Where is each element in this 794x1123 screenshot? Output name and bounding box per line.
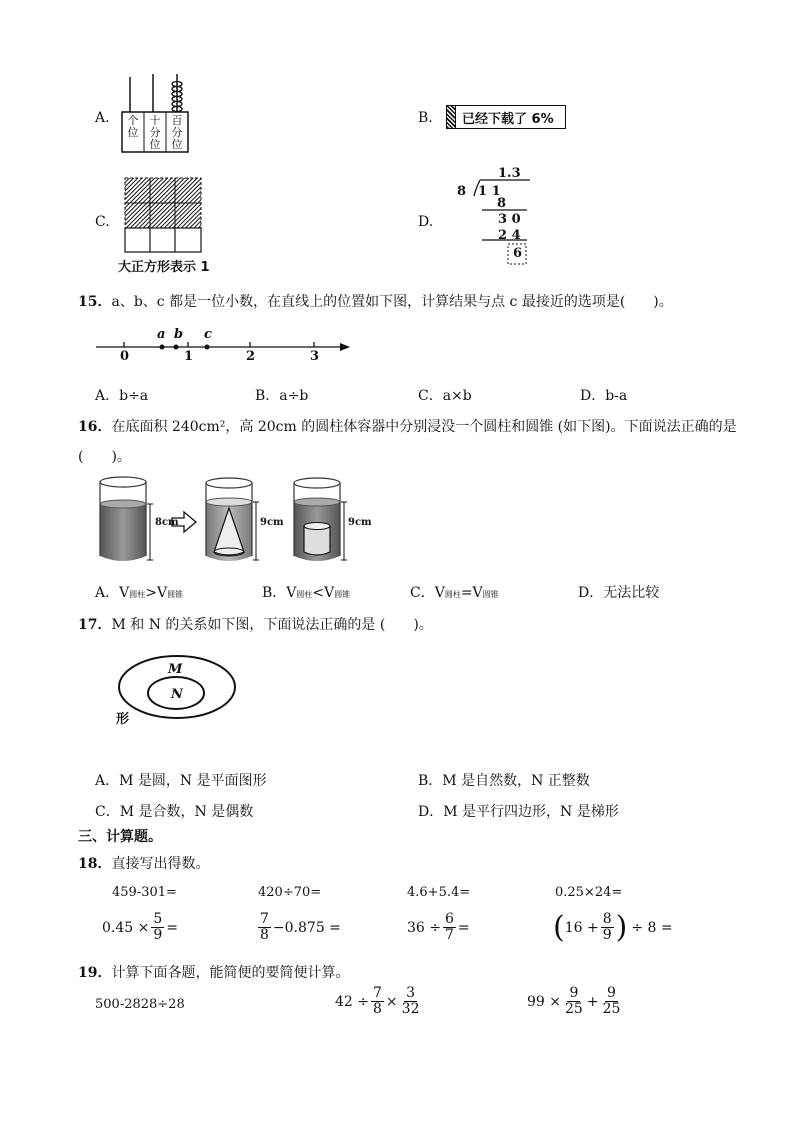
division-quotient: 1.3 — [498, 166, 521, 181]
q15-option-c[interactable]: C．a×b — [418, 388, 472, 404]
height-label-3: 9cm — [348, 517, 372, 528]
tick-label-0: 0 — [120, 349, 130, 364]
division-step2: 3 0 — [498, 212, 521, 227]
division-step1: 8 — [497, 196, 507, 211]
progress-text: 已经下载了 6% — [462, 111, 554, 127]
q19-text: 计算下面各题，能简便的要简便计算。 — [111, 965, 350, 981]
download-progress-box — [446, 105, 566, 129]
q16-number: 16． — [78, 419, 112, 435]
q16-option-c[interactable]: C．V圆柱=V圆锥 — [410, 585, 499, 601]
q15-number: 15． — [78, 294, 112, 310]
q16-option-b[interactable]: B．V圆柱<V圆锥 — [262, 585, 351, 601]
q14-option-d-label: D. — [418, 214, 434, 230]
q18-item-6: $\frac{7}{8}$ −0.875 = — [260, 911, 341, 943]
tick-label-1: 1 — [184, 349, 194, 364]
question-16 — [78, 416, 737, 436]
q18-item-5: 0.45 × $\frac{5}{9}$ = — [102, 911, 179, 943]
q15-option-d[interactable]: D．b-a — [580, 388, 628, 404]
q14-option-b-label: B. — [418, 110, 433, 126]
place-ones: 个位 — [127, 114, 139, 139]
q17-number: 17． — [78, 617, 112, 633]
place-tenths: 十分位 — [149, 114, 161, 151]
q18-item-3: 4.6+5.4= — [407, 885, 471, 900]
question-19 — [78, 962, 349, 982]
q17-option-c[interactable]: C．M 是合数，N 是偶数 — [95, 804, 254, 820]
q18-item-8: ( 16 + $\frac{8}{9}$ ) ÷ 8 = — [553, 909, 673, 945]
shaded-square-figure — [120, 174, 206, 254]
progress-fill — [447, 106, 456, 128]
q19-number: 19． — [78, 965, 112, 981]
containers-figure — [96, 474, 376, 568]
q18-item-1: 459-301= — [112, 885, 177, 900]
height-label-2: 9cm — [260, 517, 284, 528]
tick-label-3: 3 — [310, 349, 320, 364]
point-c-label: c — [204, 327, 212, 342]
q18-number: 18． — [78, 856, 112, 872]
point-b-label: b — [174, 327, 184, 342]
place-hundredths: 百分位 — [171, 114, 183, 151]
q16-text: 在底面积 240cm²，高 20cm 的圆柱体容器中分别浸没一个圆柱和圆锥 (如下图)。下面说法正确的是 — [111, 419, 737, 435]
q18-item-7: 36 ÷ $\frac{6}{7}$ = — [407, 911, 470, 943]
square-caption: 大正方形表示 1 — [118, 260, 210, 275]
point-a-label: a — [157, 327, 166, 342]
venn-inner-label: N — [171, 687, 183, 702]
q18-item-2: 420÷70= — [258, 885, 322, 900]
q18-text: 直接写出得数。 — [111, 856, 210, 872]
q15-text: a、b、c 都是一位小数，在直线上的位置如下图，计算结果与点 c 最接近的选项是( )。 — [111, 294, 673, 310]
division-remainder: 6 — [513, 246, 523, 261]
division-divisor: 8 — [457, 184, 467, 199]
q16-option-a[interactable]: A．V圆柱>V圆锥 — [95, 585, 184, 601]
section-3-heading: 三、计算题。 — [78, 829, 162, 845]
question-15 — [78, 291, 673, 311]
q16-answer-blank: ( )。 — [78, 449, 131, 465]
q14-option-c-label: C. — [95, 214, 110, 230]
tick-label-2: 2 — [246, 349, 256, 364]
q15-option-b[interactable]: B．a÷b — [255, 388, 309, 404]
q17-option-b[interactable]: B．M 是自然数，N 正整数 — [418, 773, 590, 789]
division-dividend: 1 1 — [478, 184, 501, 199]
q14-option-a-label: A. — [95, 110, 110, 126]
place-labels — [122, 115, 188, 151]
q19-item-3: 99 × $\frac{9}{25}$ + $\frac{9}{25}$ — [527, 985, 621, 1017]
venn-outer-label: M — [168, 662, 183, 677]
long-division-figure — [452, 164, 542, 268]
question-17 — [78, 614, 433, 634]
q19-item-1: 500-2828÷28 — [95, 997, 185, 1012]
division-step3: 2 4 — [498, 228, 521, 243]
q16-option-d[interactable]: D．无法比较 — [578, 585, 660, 601]
question-18 — [78, 853, 209, 873]
q17-text: M 和 N 的关系如下图，下面说法正确的是 ( )。 — [111, 617, 433, 633]
q17-option-d[interactable]: D．M 是平行四边形，N 是梯形 — [418, 804, 619, 820]
q19-item-2: 42 ÷ $\frac{7}{8}$ × $\frac{3}{32}$ — [335, 985, 420, 1017]
venn-side-label: 形 — [116, 712, 130, 727]
q17-option-a[interactable]: A．M 是圆，N 是平面图形 — [95, 773, 267, 789]
q18-item-4: 0.25×24= — [555, 885, 623, 900]
q15-option-a[interactable]: A．b÷a — [95, 388, 149, 404]
height-label-1: 8cm — [155, 517, 179, 528]
